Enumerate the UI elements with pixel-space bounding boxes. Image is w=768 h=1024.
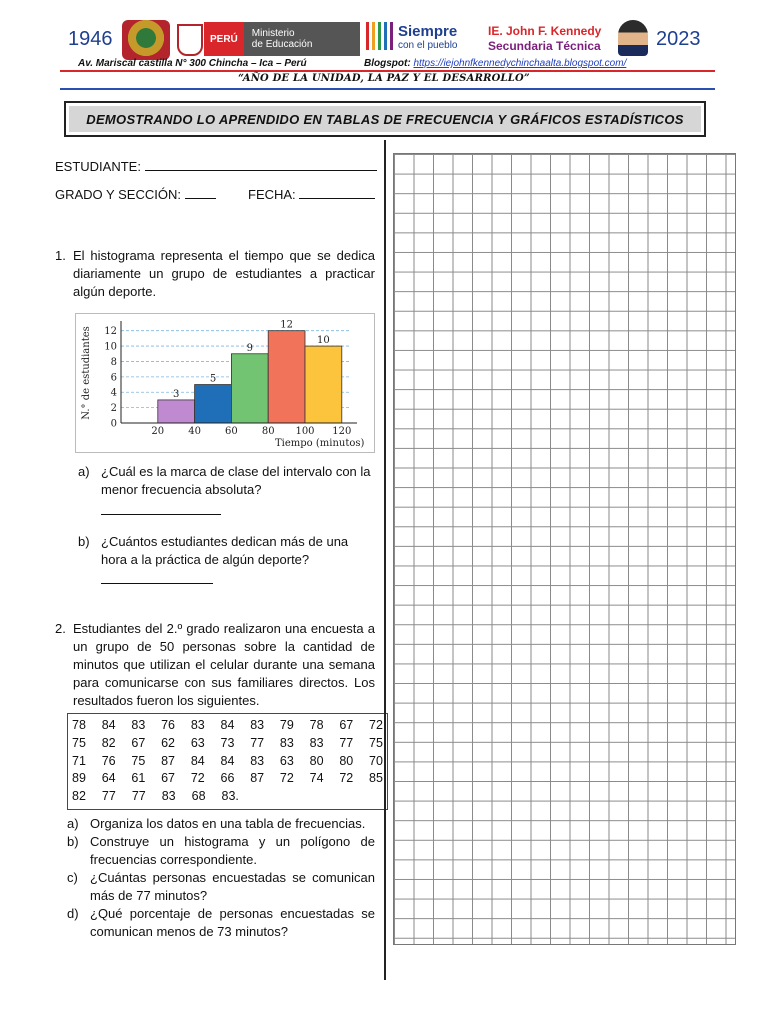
data-cell: 67 — [131, 735, 146, 750]
q1-number: 1. — [55, 248, 66, 263]
school-emblem-icon — [122, 20, 170, 60]
data-cell: 78 — [72, 718, 86, 732]
data-cell: 63 — [190, 735, 205, 750]
x-tick-label: 100 — [295, 426, 315, 437]
data-row — [72, 770, 383, 788]
data-cell: 62 — [161, 735, 176, 750]
data-cell: 77 — [101, 789, 116, 804]
data-row — [72, 735, 383, 753]
data-cell: 83. — [221, 789, 239, 804]
data-cell: 72 — [339, 771, 354, 786]
y-tick-label: 12 — [104, 326, 117, 338]
data-cell: 66 — [220, 771, 235, 786]
data-row — [72, 788, 383, 806]
q1b-answer-blank[interactable] — [101, 583, 213, 584]
slogan — [398, 25, 458, 53]
current-year: 2023 — [656, 28, 701, 50]
ministry-line2: de Educación — [251, 39, 313, 50]
date-blank[interactable] — [299, 198, 375, 199]
data-cell: 78 — [309, 718, 324, 732]
kennedy-portrait-icon — [618, 20, 648, 56]
x-tick-label: 80 — [261, 426, 275, 437]
data-cell: 85 — [369, 771, 383, 786]
data-cell: 64 — [101, 771, 116, 786]
data-cell: 80 — [309, 753, 324, 768]
data-cell: 83 — [279, 735, 294, 750]
q2-item — [67, 815, 375, 833]
data-cell: 63 — [279, 753, 294, 768]
histogram-bar — [231, 354, 268, 423]
x-tick-label: 20 — [151, 426, 165, 437]
data-cell: 84 — [220, 718, 235, 732]
grade-blank[interactable] — [185, 198, 216, 199]
data-cell: 84 — [220, 753, 235, 768]
y-tick-label: 0 — [110, 418, 117, 430]
student-name-blank[interactable] — [145, 170, 377, 171]
data-cell: 73 — [220, 735, 235, 750]
data-cell: 83 — [250, 753, 265, 768]
q2-item — [67, 905, 375, 941]
bar-value-label: 3 — [173, 388, 180, 400]
x-tick-label: 40 — [188, 426, 201, 437]
q2-text: Estudiantes del 2.º grado realizaron una encuesta a un grupo de 50 personas sobre la cantidad de minutos que utilizan el celular durante una semana para comunicarse con sus familiares directos. Los resultados fueron los siguientes. — [73, 621, 375, 708]
grade-field — [55, 186, 216, 204]
year-founded: 1946 — [68, 28, 113, 50]
school-name-block — [488, 24, 601, 54]
year-motto: “AÑO DE LA UNIDAD, LA PAZ Y EL DESARROLLO” — [238, 73, 530, 84]
survey-data-table — [67, 713, 388, 810]
data-cell: 77 — [339, 735, 354, 750]
minedu-logo — [204, 22, 360, 56]
data-cell: 76 — [161, 718, 176, 732]
data-row — [72, 753, 383, 771]
worksheet-title: DEMOSTRANDO LO APRENDIDO EN TABLAS DE FRECUENCIA Y GRÁFICOS ESTADÍSTICOS — [86, 111, 684, 127]
x-tick-label: 60 — [225, 426, 238, 437]
q1b-text: ¿Cuántos estudiantes dedican más de una hora a la práctica de algún deporte? — [101, 534, 349, 567]
q1-text: El histograma representa el tiempo que se dedica diariamente un grupo de estudiantes a practicar algún deporte. — [73, 248, 375, 299]
x-tick-label: 120 — [332, 426, 352, 437]
histogram-bar — [195, 385, 232, 423]
date-field — [248, 186, 375, 204]
y-tick-label: 6 — [110, 372, 117, 384]
school-type: Secundaria Técnica — [488, 39, 601, 53]
y-tick-label: 8 — [110, 356, 117, 368]
date-label: FECHA: — [248, 187, 296, 202]
peru-label: PERÚ — [204, 22, 244, 56]
q2-item-text: ¿Cuántas personas encuestadas se comunican más de 77 minutos? — [90, 870, 375, 903]
histogram-bar — [158, 400, 195, 423]
header-rule-blue — [60, 88, 715, 90]
q1b-letter: b) — [78, 534, 90, 549]
blog-link[interactable]: https://iejohnfkennedychinchaalta.blogspot.com/ — [413, 58, 627, 69]
q2-item-text: Organiza los datos en una tabla de frecuencias. — [90, 816, 366, 831]
data-cell: 75 — [131, 753, 146, 768]
data-cell: 68 — [191, 789, 206, 804]
blog-line — [364, 58, 626, 69]
histogram-chart — [75, 313, 375, 453]
data-cell: 72 — [190, 771, 205, 786]
q1a-answer-blank[interactable] — [101, 514, 221, 515]
bar-value-label: 10 — [317, 335, 330, 347]
data-cell: 83 — [250, 718, 265, 732]
data-cell: 77 — [250, 735, 265, 750]
blog-label: Blogspot: — [364, 58, 411, 69]
bar-value-label: 5 — [209, 373, 217, 385]
q2-item-letter: d) — [67, 906, 79, 921]
data-cell: 77 — [131, 789, 146, 804]
data-cell: 72 — [369, 718, 383, 732]
histogram-bar — [305, 346, 342, 423]
data-cell: 83 — [161, 789, 176, 804]
q2-item-letter: c) — [67, 870, 78, 885]
data-cell: 74 — [309, 771, 324, 786]
data-cell: 70 — [369, 753, 383, 768]
column-divider — [384, 140, 386, 980]
y-tick-label: 10 — [104, 341, 117, 353]
data-cell: 83 — [309, 735, 324, 750]
peru-coat-of-arms-icon — [177, 24, 203, 56]
q2-item-letter: a) — [67, 816, 79, 831]
data-cell: 84 — [190, 753, 205, 768]
data-cell: 71 — [72, 753, 86, 768]
q2-item-text: Construye un histograma y un polígono de frecuencias correspondiente. — [90, 834, 375, 867]
q2-number: 2. — [55, 621, 66, 636]
ministry-line1: Ministerio — [251, 28, 295, 39]
data-cell: 82 — [72, 789, 86, 804]
data-cell: 72 — [279, 771, 294, 786]
data-cell: 61 — [131, 771, 146, 786]
data-cell: 87 — [161, 753, 176, 768]
student-field — [55, 158, 377, 176]
data-cell: 79 — [279, 718, 294, 732]
student-label: ESTUDIANTE: — [55, 159, 141, 174]
data-cell: 67 — [161, 771, 176, 786]
data-cell: 80 — [339, 753, 354, 768]
data-cell: 89 — [72, 771, 86, 786]
data-cell: 87 — [250, 771, 265, 786]
y-tick-label: 2 — [110, 403, 117, 415]
q2-item — [67, 869, 375, 905]
school-name: IE. John F. Kennedy — [488, 24, 602, 38]
slogan-sub: con el pueblo — [398, 40, 458, 51]
slogan-logo-icon — [364, 20, 396, 54]
graph-paper-grid[interactable] — [393, 153, 736, 945]
slogan-main: Siempre — [398, 23, 458, 40]
data-cell: 76 — [101, 753, 116, 768]
q2-item-letter: b) — [67, 834, 79, 849]
school-address: Av. Mariscal castilla N° 300 Chincha – Ica – Perú — [78, 58, 307, 69]
data-cell: 84 — [101, 718, 116, 732]
data-cell: 83 — [131, 718, 146, 732]
worksheet-title-box — [64, 101, 706, 137]
data-row — [72, 717, 383, 735]
x-axis-label: Tiempo (minutos) — [275, 438, 365, 449]
bar-value-label: 9 — [246, 342, 253, 354]
grade-label: GRADO Y SECCIÓN: — [55, 187, 181, 202]
bar-value-label: 12 — [280, 319, 293, 331]
y-tick-label: 4 — [110, 387, 117, 399]
data-cell: 82 — [101, 735, 116, 750]
data-cell: 75 — [369, 735, 383, 750]
q2-item-text: ¿Qué porcentaje de personas encuestadas se comunican menos de 73 minutos? — [90, 906, 375, 939]
y-axis-label: N.° de estudiantes — [81, 326, 92, 420]
data-cell: 75 — [72, 735, 86, 750]
q2-items — [67, 815, 375, 941]
data-cell: 67 — [339, 718, 354, 732]
header-rule-red — [60, 70, 715, 72]
q2-item — [67, 833, 375, 869]
histogram-bar — [268, 331, 305, 423]
q1a-text: ¿Cuál es la marca de clase del intervalo con la menor frecuencia absoluta? — [101, 464, 371, 497]
data-cell: 83 — [190, 718, 205, 732]
q1a-letter: a) — [78, 464, 90, 479]
